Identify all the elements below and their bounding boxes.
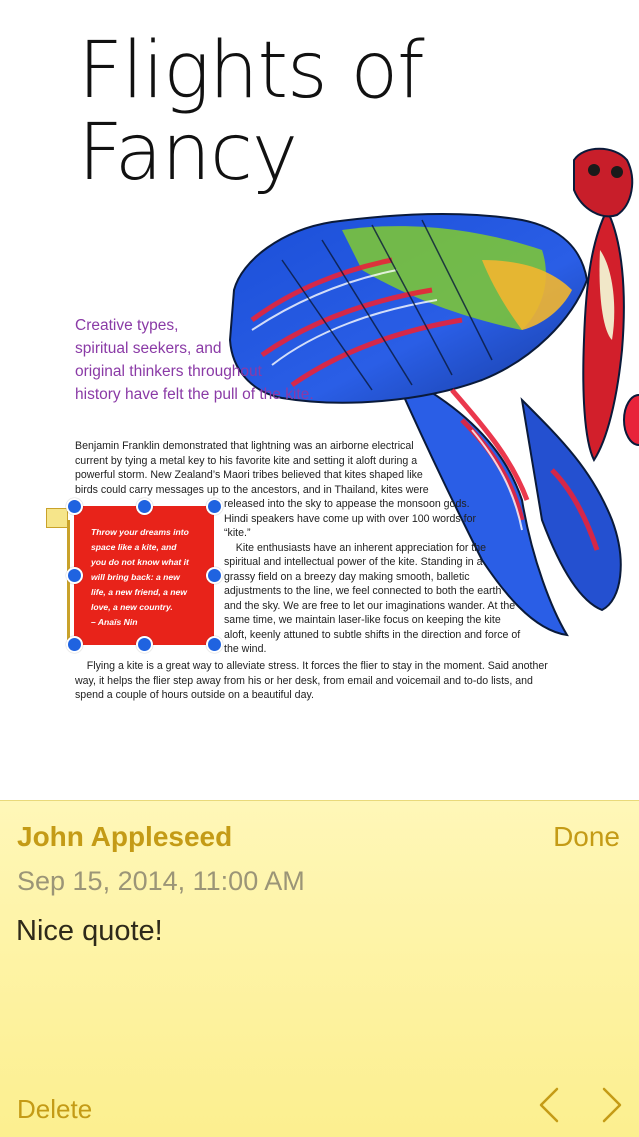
comment-marker[interactable] <box>46 508 68 528</box>
body-line: way, it helps the flier step away from his or her desk, from email and voicemail and to-do lists, and <box>75 674 533 687</box>
pull-quote <box>75 314 335 406</box>
body-line: Flying a kite is a great way to alleviate stress. It forces the flier to stay in the moment. Said another <box>75 660 548 672</box>
body-paragraph-top <box>75 439 429 497</box>
pull-quote-line: Creative types, <box>75 317 179 334</box>
quote-line: life, a new friend, a new <box>91 587 187 597</box>
body-line: Benjamin Franklin demonstrated that lightning was an airborne electrical <box>75 440 414 452</box>
body-paragraph-bottom <box>75 659 548 703</box>
selection-handle-top[interactable] <box>136 498 153 515</box>
body-line: released into the sky to appease the monsoon gods. <box>224 498 470 510</box>
body-line: spend a couple of hours outside on a beautiful day. <box>75 689 314 701</box>
quote-text <box>91 525 206 630</box>
body-line: powerful storm. New Zealand’s Maori tribes believed that kites shaped like <box>75 469 423 481</box>
selection-handle-bottom-right[interactable] <box>206 636 223 653</box>
body-line: Hindi speakers have come up with over 100 words for <box>224 512 477 525</box>
body-line: and the sky. We are free to let our imaginations wander. At the <box>224 599 516 612</box>
body-line: adjustments to the line, we feel connected to both the earth <box>224 585 502 597</box>
pull-quote-line: history have felt the pull of the kite. <box>75 386 314 403</box>
quote-line: you do not know what it <box>91 557 189 567</box>
body-line: the wind. <box>224 643 267 655</box>
body-line: Kite enthusiasts have an inherent appreciation for the <box>224 541 487 554</box>
quote-line: love, a new country. <box>91 602 173 612</box>
body-line: aloft, keenly attuned to subtle shifts in the direction and force of <box>224 628 521 641</box>
quote-line: will bring back: a new <box>91 572 180 582</box>
body-line: same time, we maintain laser-like focus on keeping the kite <box>224 614 501 626</box>
body-paragraph-wrapped <box>224 497 520 657</box>
selection-handle-top-left[interactable] <box>66 498 83 515</box>
quote-line: Throw your dreams into <box>91 527 189 537</box>
pull-quote-line: original thinkers throughout <box>75 363 262 380</box>
quote-attribution: – Anaïs Nin <box>91 617 138 627</box>
body-line: spiritual and intellectual power of the kite. Standing in a <box>224 556 483 568</box>
chevron-left-icon[interactable] <box>535 1085 565 1125</box>
pull-quote-line: spiritual seekers, and <box>75 340 222 357</box>
body-line: grassy field on a breezy day making smooth, balletic <box>224 570 470 583</box>
selection-handle-right[interactable] <box>206 567 223 584</box>
body-line: “kite.” <box>224 527 251 539</box>
selection-handle-left[interactable] <box>66 567 83 584</box>
comment-text[interactable]: Nice quote! <box>16 915 163 947</box>
title-line: Fancy <box>78 108 297 198</box>
done-button[interactable]: Done <box>553 821 620 852</box>
quote-box-selected[interactable] <box>74 506 214 645</box>
selection-handle-bottom-left[interactable] <box>66 636 83 653</box>
title-line: Flights of <box>78 26 424 116</box>
selection-handle-bottom[interactable] <box>136 636 153 653</box>
selection-handle-top-right[interactable] <box>206 498 223 515</box>
body-line: birds could carry messages up to the ancestors, and in Thailand, kites were <box>75 483 429 496</box>
delete-button[interactable]: Delete <box>17 1094 93 1124</box>
body-line: current by tying a metal key to his favorite kite and setting it aloft during a <box>75 454 418 467</box>
comment-date: Sep 15, 2014, 11:00 AM <box>17 866 305 896</box>
quote-line: space like a kite, and <box>91 542 177 552</box>
comment-author: John Appleseed <box>17 821 233 852</box>
chevron-right-icon[interactable] <box>596 1085 626 1125</box>
comment-panel <box>0 800 639 1137</box>
